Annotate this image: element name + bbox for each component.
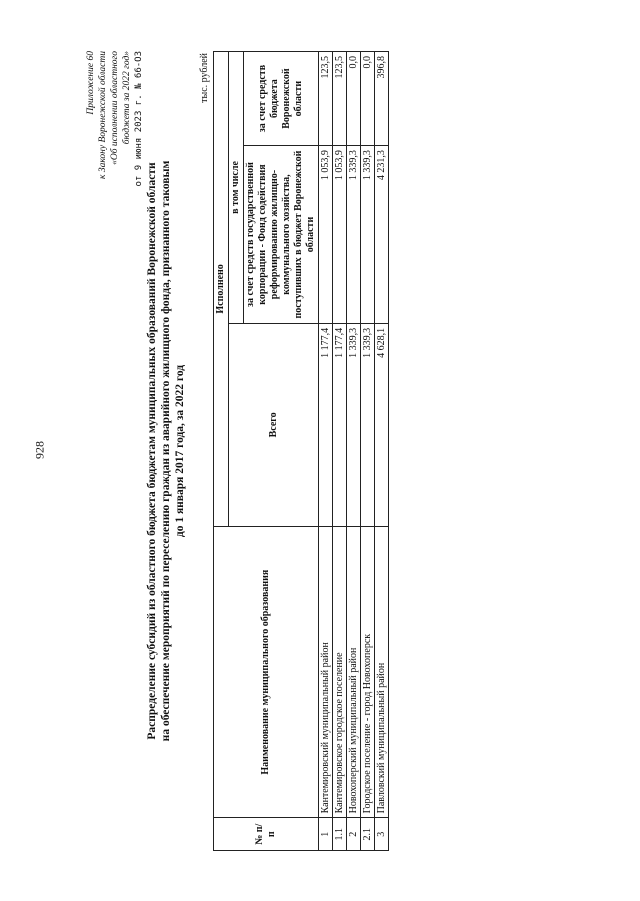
appendix-date: от 9 июня 2023 г. № 66-ОЗ	[134, 50, 144, 186]
header-including: в том числе	[229, 51, 244, 323]
row-name: Кантемировский муниципальный район	[319, 526, 333, 818]
header-name: Наименование муниципального образования	[214, 526, 319, 818]
row-name: Кантемировское городское поселение	[333, 526, 347, 818]
row-total: 1 339,3	[361, 323, 375, 526]
unit-label: тыс. рублей	[199, 52, 210, 103]
title-line-3: до 1 января 2017 года, за 2022 год	[174, 364, 186, 537]
row-num: 1.1	[333, 817, 347, 850]
row-regional: 396,8	[375, 51, 389, 145]
appendix-line-1: Приложение 60	[86, 50, 96, 115]
page-number: 928	[32, 441, 47, 459]
table-row	[347, 51, 361, 850]
row-num: 2.1	[361, 817, 375, 850]
table-row	[361, 51, 375, 850]
appendix-line-3: «Об исполнении областного	[110, 50, 120, 165]
row-num: 1	[319, 817, 333, 850]
table-row	[333, 51, 347, 850]
header-executed: Исполнено	[214, 51, 229, 526]
row-name: Новохоперский муниципальный район	[347, 526, 361, 818]
document-title	[145, 51, 187, 851]
row-name: Павловский муниципальный район	[375, 526, 389, 818]
row-num: 2	[347, 817, 361, 850]
header-fund: за счет средств государственной корпорации - Фонд содействия реформированию жилищно-коммунального хозяйства, поступивших в бюджет Воронежской области	[244, 145, 319, 323]
header-num: № п/п	[214, 817, 319, 850]
row-total: 1 177,4	[319, 323, 333, 526]
row-fund: 1 053,9	[319, 145, 333, 323]
subsidy-table	[213, 51, 389, 851]
row-regional: 123,5	[333, 51, 347, 145]
table-row	[319, 51, 333, 850]
table-row	[375, 51, 389, 850]
row-fund: 4 231,3	[375, 145, 389, 323]
rotated-page-content	[85, 51, 555, 851]
title-line-2: на обеспечение мероприятий по переселению граждан из аварийного жилищного фонда, признанного таковым	[160, 160, 172, 741]
appendix-line-4: бюджета за 2022 год»	[122, 50, 132, 144]
row-total: 1 339,3	[347, 323, 361, 526]
row-regional: 0,0	[361, 51, 375, 145]
header-regional: за счет средств бюджета Воронежской области	[244, 51, 319, 145]
row-name: Городское поселение - город Новохоперск	[361, 526, 375, 818]
row-regional: 0,0	[347, 51, 361, 145]
row-fund: 1 339,3	[361, 145, 375, 323]
row-fund: 1 339,3	[347, 145, 361, 323]
appendix-line-2: к Закону Воронежской области	[98, 50, 108, 179]
appendix-header	[85, 51, 145, 301]
row-regional: 123,5	[319, 51, 333, 145]
row-total: 1 177,4	[333, 323, 347, 526]
row-num: 3	[375, 817, 389, 850]
row-total: 4 628,1	[375, 323, 389, 526]
row-fund: 1 053,9	[333, 145, 347, 323]
header-total: Всего	[229, 323, 319, 526]
title-line-1: Распределение субсидий из областного бюджета бюджетам муниципальных образований Воронежской области	[146, 161, 158, 740]
